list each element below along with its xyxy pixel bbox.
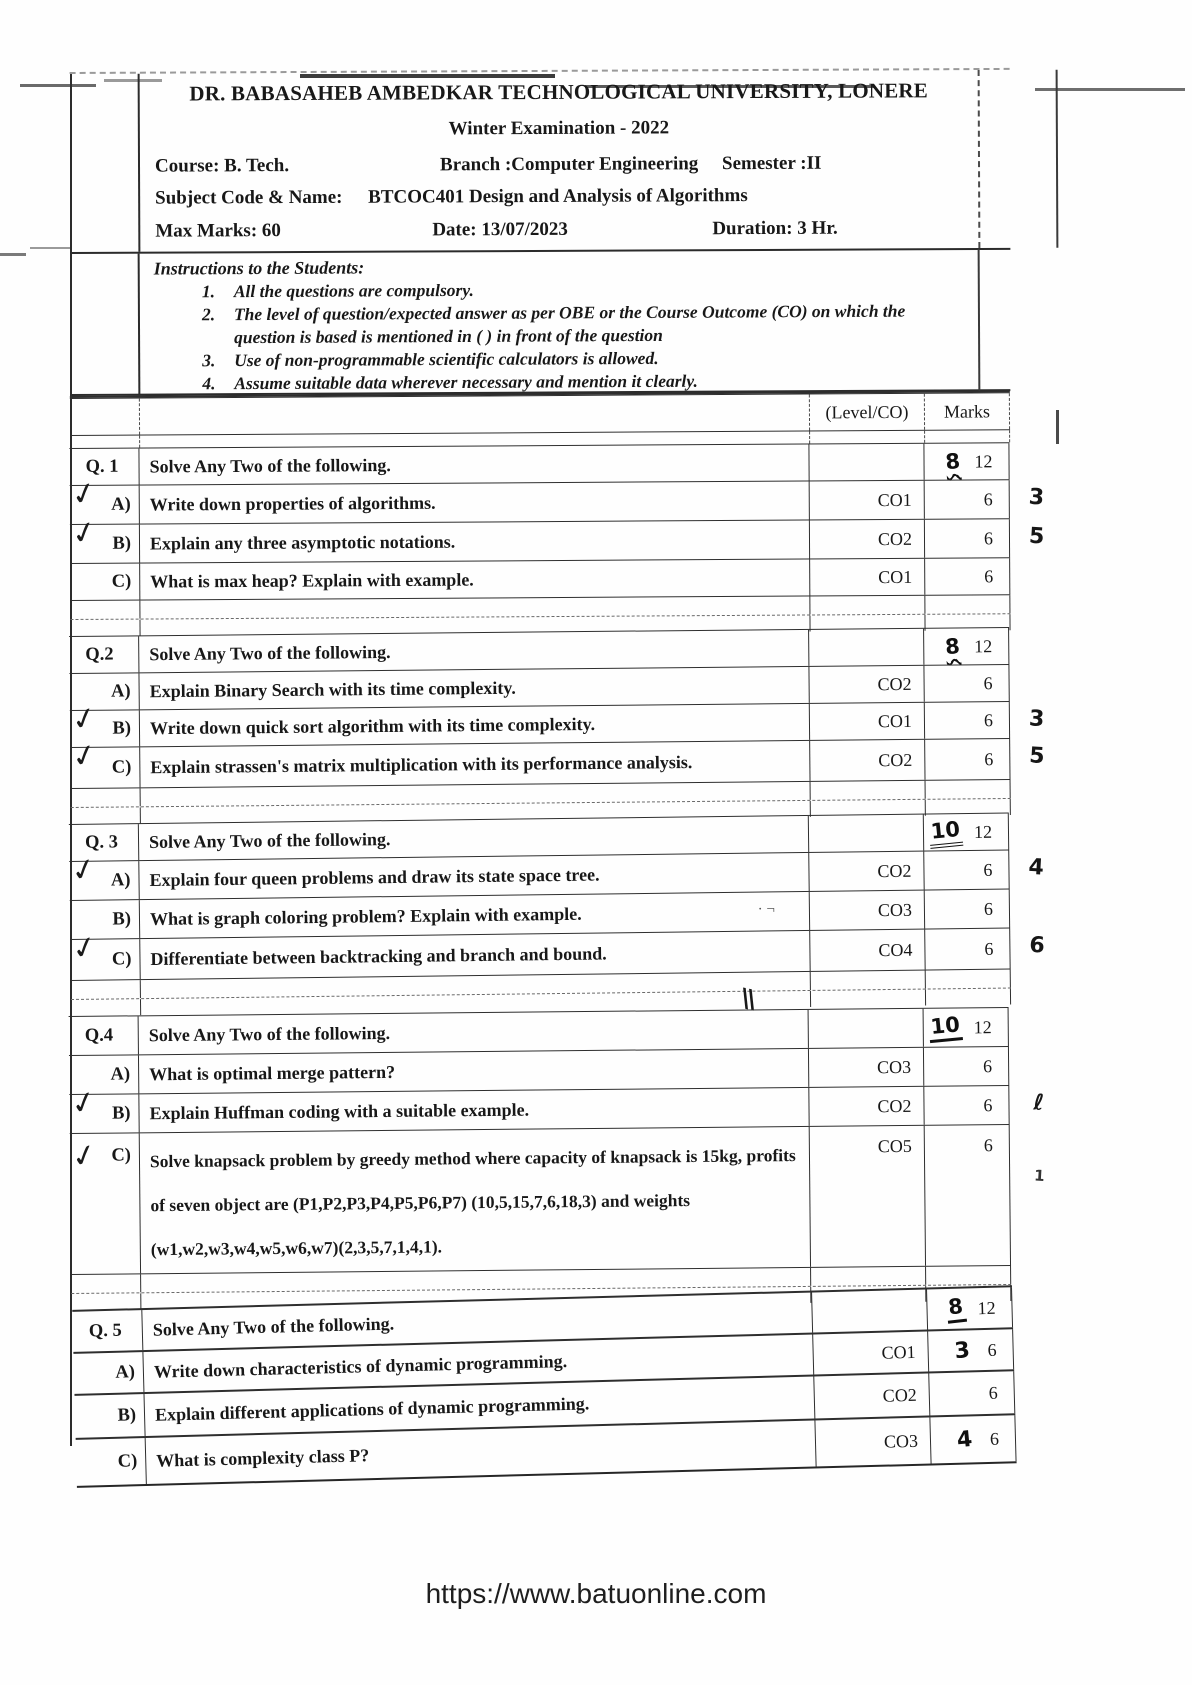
handwritten-margin-mark: 5 — [1027, 523, 1045, 550]
subquestion-label: B) — [112, 717, 132, 739]
handwritten-total: 8 — [945, 1294, 967, 1324]
duration-label: Duration: 3 Hr. — [712, 217, 838, 240]
handwritten-score: 3 — [953, 1337, 971, 1364]
handwritten-score: 4 — [955, 1426, 974, 1453]
marks-cell — [924, 814, 1009, 851]
marks-value: 6 — [924, 851, 1009, 890]
header-side-cell — [980, 70, 1059, 248]
co-value: CO5 — [810, 1126, 926, 1267]
checkmark-annotation: ✓ — [68, 928, 102, 969]
question-section-2 — [67, 627, 1046, 824]
marks-value: 6 — [924, 1086, 1009, 1125]
question-text: Solve knapsack problem by greedy method where capacity of knapsack is 15kg, profits of seven object are (P1,P2,P3,P4,P5,P6,P7) (10,5,15,7,6,18,3) and weights (w1,w2,w3,w4,w5,w6,w7)(2,3,5,7,1,4,1). — [140, 1127, 811, 1273]
question-section-1 — [67, 442, 1045, 636]
subquestion-label: C) — [111, 571, 132, 592]
co-value: CO2 — [809, 852, 924, 891]
checkmark-annotation: ✓ — [67, 474, 101, 515]
subquestion-label: C) — [111, 948, 132, 969]
co-value: CO1 — [813, 1331, 929, 1374]
instruction-item — [140, 299, 978, 349]
subquestion-label-cell — [67, 513, 140, 563]
subquestion-row — [70, 557, 1010, 600]
marks-value: 6 — [925, 480, 1010, 519]
instruction-number: 1. — [201, 281, 216, 302]
subquestion-label-cell — [67, 1133, 141, 1274]
marks-cell — [930, 1415, 1016, 1463]
question-text: Write down quick sort algorithm with its time complexity. — [140, 704, 810, 746]
handwritten-margin-mark: 6 — [1028, 932, 1046, 959]
subquestion-label-cell — [73, 1352, 144, 1394]
instruction-text: All the questions are compulsory. — [233, 279, 474, 302]
question-text: Explain Binary Search with its time complexity. — [139, 667, 809, 709]
marks-value: 6 — [925, 890, 1010, 929]
subquestion-label: A) — [111, 680, 131, 702]
marks-value: 6 — [924, 1047, 1009, 1086]
instruction-number: 3. — [202, 350, 216, 371]
handwritten-margin-mark: 5 — [1028, 743, 1046, 770]
subquestion-row — [67, 474, 1045, 524]
scan-artifact-line — [0, 253, 26, 256]
question-title-row — [69, 442, 1009, 485]
co-value: CO3 — [809, 1048, 924, 1087]
stray-mark-artifact: · ¬ — [757, 901, 776, 918]
co-value: CO1 — [810, 481, 925, 520]
subquestion-label-cell — [68, 736, 140, 788]
marks-cell — [924, 443, 1009, 480]
checkmark-annotation: ✓ — [67, 1136, 101, 1177]
subquestion-label: C) — [117, 1450, 138, 1472]
question-text: Explain different applications of dynamic programming. — [144, 1376, 815, 1436]
question-text: Write down properties of algorithms. — [140, 481, 810, 523]
semester-label: Semester :II — [721, 152, 822, 175]
marks-value: 6 — [925, 519, 1010, 558]
footer-url: https://www.batuonline.com — [425, 1578, 767, 1609]
margin-column — [70, 254, 141, 396]
exam-title: Winter Examination - 2022 — [448, 117, 670, 140]
co-value: CO2 — [809, 1087, 924, 1126]
question-number: Q.4 — [69, 1016, 139, 1055]
header-section — [70, 68, 1011, 254]
question-number: Q.2 — [69, 636, 139, 673]
handwritten-margin-mark: 1 — [1033, 1166, 1045, 1185]
subquestion-label-cell — [68, 928, 140, 980]
marks-value: 12 — [973, 1016, 992, 1037]
co-value: CO2 — [809, 666, 924, 703]
instructions-main — [140, 249, 981, 395]
instruction-text: Assume suitable data wherever necessary and mention it clearly. — [234, 370, 698, 394]
subquestion-label: B) — [117, 1404, 137, 1426]
co-value: CO2 — [810, 520, 925, 559]
handwritten-total: 10 — [927, 816, 963, 848]
marks-cell — [924, 1008, 1009, 1047]
scan-artifact-line — [30, 247, 72, 249]
marks-cell — [927, 1287, 1013, 1329]
marks-value: 6 — [925, 702, 1010, 739]
max-marks-label: Max Marks: 60 — [155, 220, 281, 242]
checkmark-annotation: ✓ — [67, 699, 101, 740]
question-text: Explain any three asymptotic notations. — [140, 520, 810, 562]
question-title: Solve Any Two of the following. — [139, 1010, 809, 1054]
marks-value: 6 — [987, 1339, 997, 1360]
subquestion-label-cell — [76, 1438, 147, 1486]
question-text: What is graph coloring problem? Explain with example. — [149, 903, 582, 929]
co-value: CO1 — [810, 703, 925, 740]
handwritten-margin-mark: 3 — [1027, 706, 1045, 733]
subquestion-label-cell — [67, 850, 139, 900]
question-text: Explain Huffman coding with a suitable example. — [139, 1088, 809, 1132]
subquestion-label: C) — [111, 756, 132, 778]
question-text: What is optimal merge pattern? — [139, 1049, 809, 1093]
marks-value: 12 — [977, 1297, 996, 1318]
handwritten-total: 8 — [944, 633, 962, 659]
checkmark-annotation: ✓ — [67, 1083, 101, 1124]
question-section-5 — [72, 1285, 1016, 1488]
subquestion-label-cell — [67, 1083, 139, 1133]
question-text: What is max heap? Explain with example. — [140, 559, 810, 599]
level-co-header: (Level/CO) — [810, 394, 925, 431]
co-value: CO3 — [810, 891, 925, 930]
tally-mark-annotation: \\ — [738, 982, 756, 1014]
subquestion-label: C) — [111, 1145, 132, 1166]
subquestion-label-cell — [70, 564, 140, 600]
subquestion-row — [67, 1124, 1045, 1274]
instruction-text: The level of question/expected answer as per OBE or the Course Outcome (CO) on which the question is based is mentioned in ( ) in front of the question — [233, 300, 906, 348]
university-title: DR. BABASAHEB AMBEDKAR TECHNOLOGICAL UNIVERSITY, LONERE — [189, 78, 929, 106]
checkmark-annotation: ✓ — [67, 513, 101, 554]
instruction-number: 4. — [202, 373, 216, 394]
co-value: CO4 — [810, 930, 925, 971]
instruction-text: Use of non-programmable scientific calculators is allowed. — [234, 347, 659, 371]
header-main — [140, 70, 981, 252]
subject-label: Subject Code & Name: — [155, 186, 343, 209]
marks-value: 6 — [925, 739, 1010, 780]
co-value: CO3 — [815, 1417, 931, 1466]
table-header-row — [70, 392, 1010, 435]
question-title: Solve Any Two of the following. — [139, 630, 809, 672]
handwritten-margin-mark: 4 — [1027, 854, 1045, 881]
subquestion-label: A) — [110, 869, 131, 890]
marks-value: 6 — [925, 1125, 1011, 1266]
marks-header: Marks — [925, 393, 1010, 430]
question-number: Q. 3 — [69, 824, 139, 861]
instructions-section — [70, 249, 1011, 396]
subquestion-label: A) — [115, 1361, 136, 1383]
marks-value: 12 — [974, 450, 993, 471]
marks-value: 6 — [925, 558, 1010, 595]
scan-artifact-tick — [1056, 410, 1059, 444]
marks-value: 12 — [973, 821, 993, 842]
co-value: CO1 — [810, 559, 925, 596]
question-title: Solve Any Two of the following. — [139, 816, 809, 860]
co-value: CO2 — [814, 1373, 930, 1418]
checkmark-annotation: ✓ — [67, 850, 101, 891]
handwritten-total: 10 — [927, 1012, 963, 1043]
marks-value: 6 — [924, 665, 1009, 702]
question-text: Write down characteristics of dynamic programming. — [143, 1335, 814, 1393]
subquestion-label: A) — [110, 1063, 131, 1085]
subquestion-label: B) — [111, 1102, 131, 1124]
question-text: What is complexity class P? — [146, 1420, 817, 1484]
question-title: Solve Any Two of the following. — [142, 1293, 813, 1351]
question-number: Q. 5 — [72, 1310, 143, 1352]
handwritten-margin-mark: 3 — [1027, 484, 1045, 511]
question-text: Differentiate between backtracking and branch and bound. — [140, 931, 810, 979]
marks-cell — [928, 1329, 1014, 1371]
handwritten-margin-mark: ℓ — [1032, 1090, 1045, 1116]
course-label: Course: B. Tech. — [154, 155, 290, 177]
subject-value: BTCOC401 Design and Analysis of Algorithms — [368, 185, 748, 208]
marks-value: 6 — [925, 929, 1010, 970]
date-label: Date: 13/07/2023 — [432, 218, 568, 241]
subquestion-label-cell — [75, 1394, 146, 1438]
question-section-3 — [67, 813, 1046, 1016]
question-section-4 — [67, 1007, 1045, 1310]
subquestion-label: B) — [112, 908, 132, 929]
question-number: Q. 1 — [69, 449, 139, 485]
question-text: Explain strassen's matrix multiplication with its performance analysis. — [140, 741, 810, 787]
handwritten-total: 8 — [944, 448, 962, 474]
question-title: Solve Any Two of the following. — [139, 444, 809, 484]
marks-value: 12 — [974, 635, 993, 656]
co-value: CO2 — [810, 740, 925, 781]
empty-cell — [70, 399, 140, 435]
exam-paper — [67, 72, 1046, 1488]
subquestion-label: B) — [112, 533, 132, 554]
marks-value: 6 — [989, 1428, 1000, 1449]
empty-cell — [140, 394, 810, 434]
checkmark-annotation: ✓ — [68, 736, 102, 777]
question-text: Explain four queen problems and draw its state space tree. — [139, 853, 809, 899]
marks-value: 6 — [929, 1371, 1015, 1415]
instruction-number: 2. — [201, 304, 216, 325]
subquestion-row — [67, 513, 1045, 563]
margin-column — [70, 74, 141, 252]
marks-table-header — [70, 390, 1010, 448]
branch-label: Branch :Computer Engineering — [439, 153, 699, 176]
instructions-title: Instructions to the Students: — [153, 257, 365, 279]
subquestion-label: A) — [111, 494, 131, 515]
marks-cell — [924, 628, 1009, 665]
